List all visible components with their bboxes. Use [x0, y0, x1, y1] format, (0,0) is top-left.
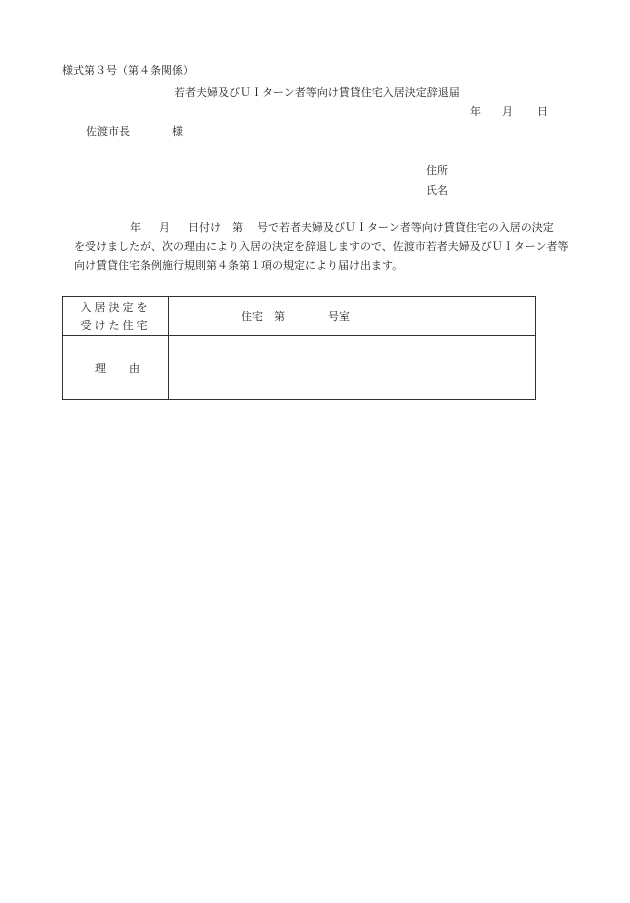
date-month-label: 月 [502, 105, 513, 118]
honorific: 様 [172, 125, 183, 138]
decided-housing-label-line1: 入居決定を [80, 301, 151, 314]
body-line-1 [130, 222, 554, 233]
decided-housing-label-line2: 受けた住宅 [80, 319, 151, 332]
body-line-3: 向け賃貸住宅条例施行規則第４条第１項の規定により届け出ます。 [74, 259, 404, 272]
body-month: 月 [159, 221, 170, 234]
addressee: 佐渡市長 [86, 125, 130, 138]
form-table [62, 296, 536, 400]
room-number-label: 号室 [328, 310, 350, 323]
body-line-2: を受けましたが、次の理由により入居の決定を辞退しますので、佐渡市若者夫婦及びＵＩターン者等 [74, 240, 569, 253]
table-divider-vertical [168, 297, 169, 399]
date-year-label: 年 [470, 105, 481, 118]
reason-label-part1: 理 [95, 362, 106, 375]
reason-label-part2: 由 [129, 362, 140, 375]
form-title: 若者夫婦及びＵＩターン者等向け賃貸住宅入居決定辞退届 [174, 86, 460, 99]
body-text-1: 号で若者夫婦及びＵＩターン者等向け賃貸住宅の入居の決定 [257, 221, 554, 234]
housing-number-label: 住宅 第 [241, 310, 285, 323]
body-date-ref: 日付け 第 [188, 221, 243, 234]
body-year: 年 [130, 221, 141, 234]
address-label: 住所 [426, 164, 448, 177]
form-number: 様式第３号（第４条関係） [62, 64, 194, 77]
table-divider-horizontal [63, 335, 535, 336]
date-day-label: 日 [537, 105, 548, 118]
name-label: 氏名 [426, 184, 448, 197]
